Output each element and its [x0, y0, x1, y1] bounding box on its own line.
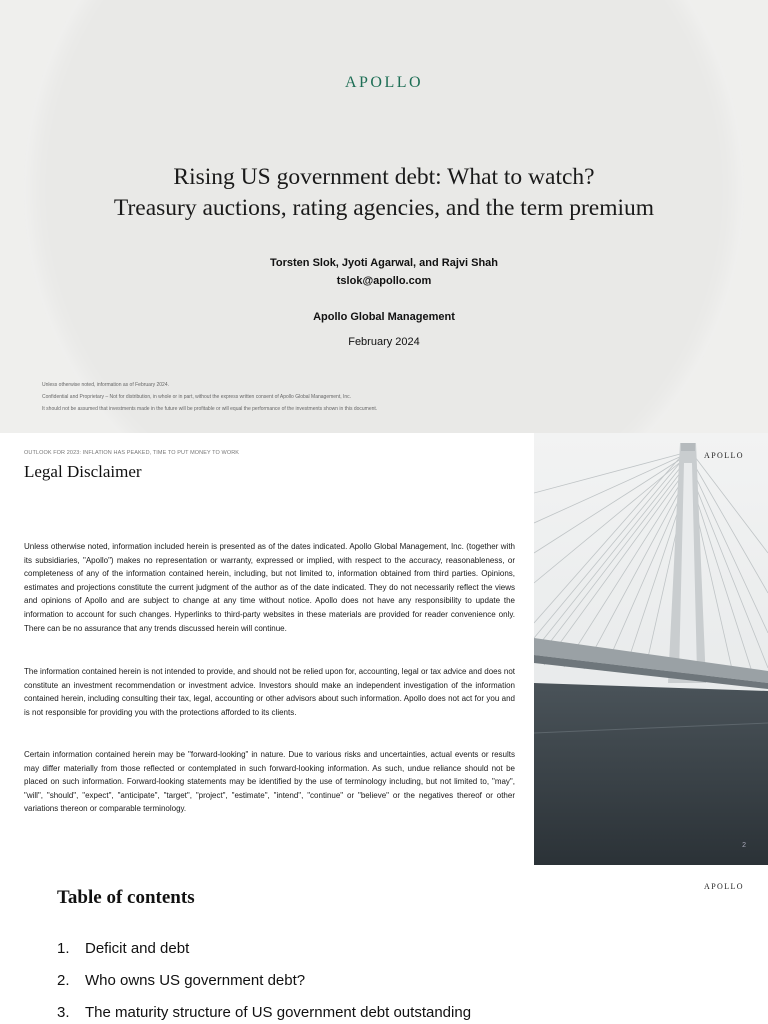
- apollo-logo: APOLLO: [704, 882, 744, 891]
- toc-item-label: Deficit and debt: [85, 940, 190, 957]
- toc-slide: [0, 865, 768, 1024]
- toc-item[interactable]: [57, 940, 189, 957]
- disclaimer-paragraph: Certain information contained herein may be "forward-looking" in nature. Due to various risks and uncertainties, actual events or results may differ materially from those reflected or contemplated in such forward-looking information. As such, undue reliance should not be placed on such information. Forward-looking statements may be identified by the use of terminology including, but not limited to, "may", "will", "should", "expect", "anticipate", "target", "project", "estimate", "intend", "continue" or "believe" or the negatives thereof or other variations thereon or comparable terminology.: [24, 750, 515, 814]
- toc-item-label: Who owns US government debt?: [85, 972, 306, 989]
- disclaimer-paragraph: Unless otherwise noted, information included herein is presented as of the dates indicated. Apollo Global Management, Inc. (together with its subsidiaries, "Apollo") makes no representation or warranty, expressed or implied, with respect to the accuracy, reasonableness, or completeness of any of the information contained herein, including, but not limited to, information obtained from third parties. Opinions, estimates and projections constitute the current judgment of the author as of the date indicated. They do not necessarily reflect the views and opinions of Apollo and are subject to change at any time without notice. Apollo does not have any responsibility to update the information to account for such changes. Hyperlinks to third-party websites in these materials are provided for reader convenience only. There can be no assurance that any trends discussed herein will continue.: [24, 542, 515, 633]
- cover-authors: Torsten Slok, Jyoti Agarwal, and Rajvi Shah: [270, 257, 498, 269]
- cover-subtitle: Treasury auctions, rating agencies, and the term premium: [113, 195, 655, 221]
- cover-fine-print: Confidential and Proprietary – Not for distribution, in whole or in part, without the express written consent of Apollo Global Management, Inc.: [42, 394, 352, 400]
- toc-item-number: 2.: [57, 972, 70, 989]
- apollo-logo: APOLLO: [704, 451, 744, 460]
- page-number: 2: [742, 842, 746, 849]
- cover-slide: [0, 0, 768, 433]
- cover-date: February 2024: [348, 336, 420, 348]
- toc-item[interactable]: [57, 1004, 471, 1021]
- toc-title: Table of contents: [57, 887, 195, 908]
- disclaimer-paragraph: The information contained herein is not intended to provide, and should not be relied upon for, accounting, legal or tax advice and does not constitute an investment recommendation or investment advice. Investors should make an independent investigation of the information contained herein, including consulting their tax, legal, accounting or other advisors about such information. Apollo does not act for you and is not responsible for providing you with the protections afforded to its clients.: [24, 667, 515, 717]
- cover-fine-print: It should not be assumed that investments made in the future will be profitable or will equal the performance of the investments shown in this document.: [42, 406, 378, 412]
- disclaimer-slide: [0, 433, 768, 865]
- toc-item-number: 1.: [57, 940, 70, 957]
- toc-item-number: 3.: [57, 1004, 70, 1021]
- apollo-logo: APOLLO: [344, 74, 424, 91]
- cover-organization: Apollo Global Management: [313, 311, 455, 323]
- toc-item-label: The maturity structure of US government debt outstanding: [85, 1004, 472, 1021]
- slide-header-label: OUTLOOK FOR 2023: INFLATION HAS PEAKED, TIME TO PUT MONEY TO WORK: [24, 450, 240, 456]
- toc-item[interactable]: [57, 972, 305, 989]
- cover-title: Rising US government debt: What to watch?: [173, 164, 595, 190]
- bridge-photo: [534, 433, 768, 865]
- disclaimer-heading: Legal Disclaimer: [24, 462, 142, 481]
- cover-email: tslok@apollo.com: [336, 275, 432, 287]
- cover-fine-print: Unless otherwise noted, information as of February 2024.: [42, 382, 170, 388]
